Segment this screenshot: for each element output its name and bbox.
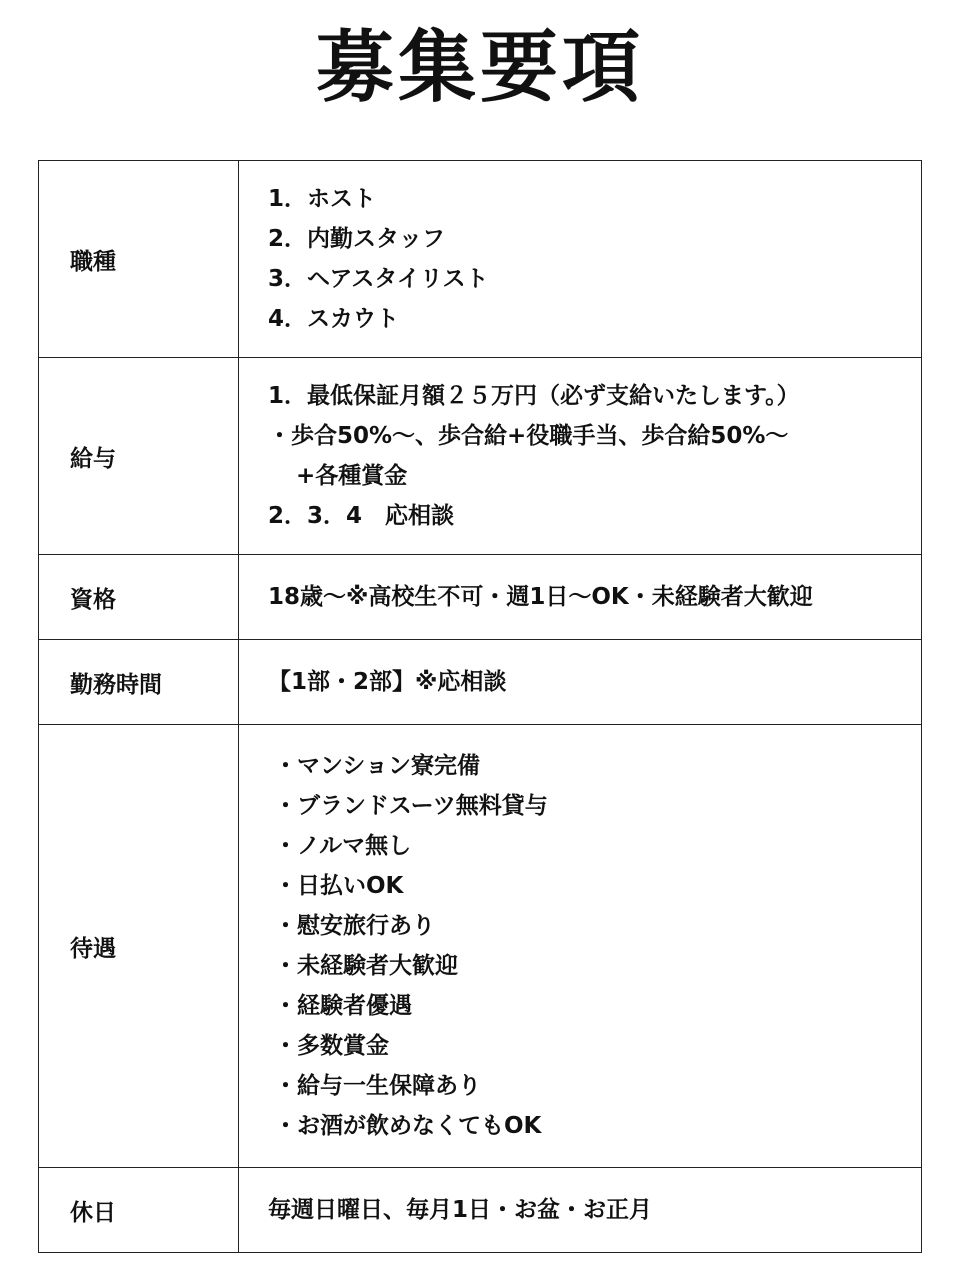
benefit-item: ・日払いOK (274, 873, 404, 899)
qualification-line: 18歳～※高校生不可・週1日～OK・未経験者大歓迎 (268, 584, 813, 610)
label-qualification: 資格 (39, 555, 239, 640)
content-working-hours (239, 640, 922, 725)
row-salary (39, 358, 922, 555)
content-benefits (239, 725, 922, 1168)
row-benefits (39, 725, 922, 1168)
job-type-item: 1．ホスト (268, 186, 377, 212)
benefit-item: ・多数賞金 (274, 1033, 389, 1059)
salary-line: 1．最低保証月額２５万円（必ず支給いたします。） (268, 383, 800, 409)
benefit-item: ・経験者優遇 (274, 993, 412, 1019)
salary-line: 2．3．4 応相談 (268, 503, 455, 529)
benefit-item: ・未経験者大歓迎 (274, 953, 458, 979)
benefit-item: ・慰安旅行あり (274, 913, 435, 939)
label-salary: 給与 (39, 358, 239, 555)
label-holidays: 休日 (39, 1168, 239, 1253)
page-title: 募集要項 (315, 23, 644, 113)
job-type-item: 2．内勤スタッフ (268, 226, 446, 252)
holidays-line: 毎週日曜日、毎月1日・お盆・お正月 (268, 1197, 653, 1223)
salary-line: ・歩合50%～、歩合給+役職手当、歩合給50%～ (268, 423, 789, 449)
row-working-hours (39, 640, 922, 725)
label-benefits: 待遇 (39, 725, 239, 1168)
content-salary (239, 358, 922, 555)
row-holidays (39, 1168, 922, 1253)
row-job-type (39, 161, 922, 358)
benefit-item: ・ノルマ無し (274, 833, 412, 859)
salary-line: +各種賞金 (296, 463, 408, 489)
benefit-item: ・マンション寮完備 (274, 753, 480, 779)
label-job-type: 職種 (39, 161, 239, 358)
content-job-type (239, 161, 922, 358)
label-working-hours: 勤務時間 (39, 640, 239, 725)
job-type-item: 3．ヘアスタイリスト (268, 266, 489, 292)
benefit-item: ・ブランドスーツ無料貸与 (274, 793, 548, 819)
benefit-item: ・お酒が飲めなくてもOK (274, 1113, 542, 1139)
benefit-item: ・給与一生保障あり (274, 1073, 481, 1099)
content-holidays (239, 1168, 922, 1253)
content-qualification (239, 555, 922, 640)
recruitment-table (38, 160, 922, 1253)
working-hours-line: 【1部・2部】※応相談 (268, 669, 507, 695)
job-type-item: 4．スカウト (268, 306, 400, 332)
row-qualification (39, 555, 922, 640)
